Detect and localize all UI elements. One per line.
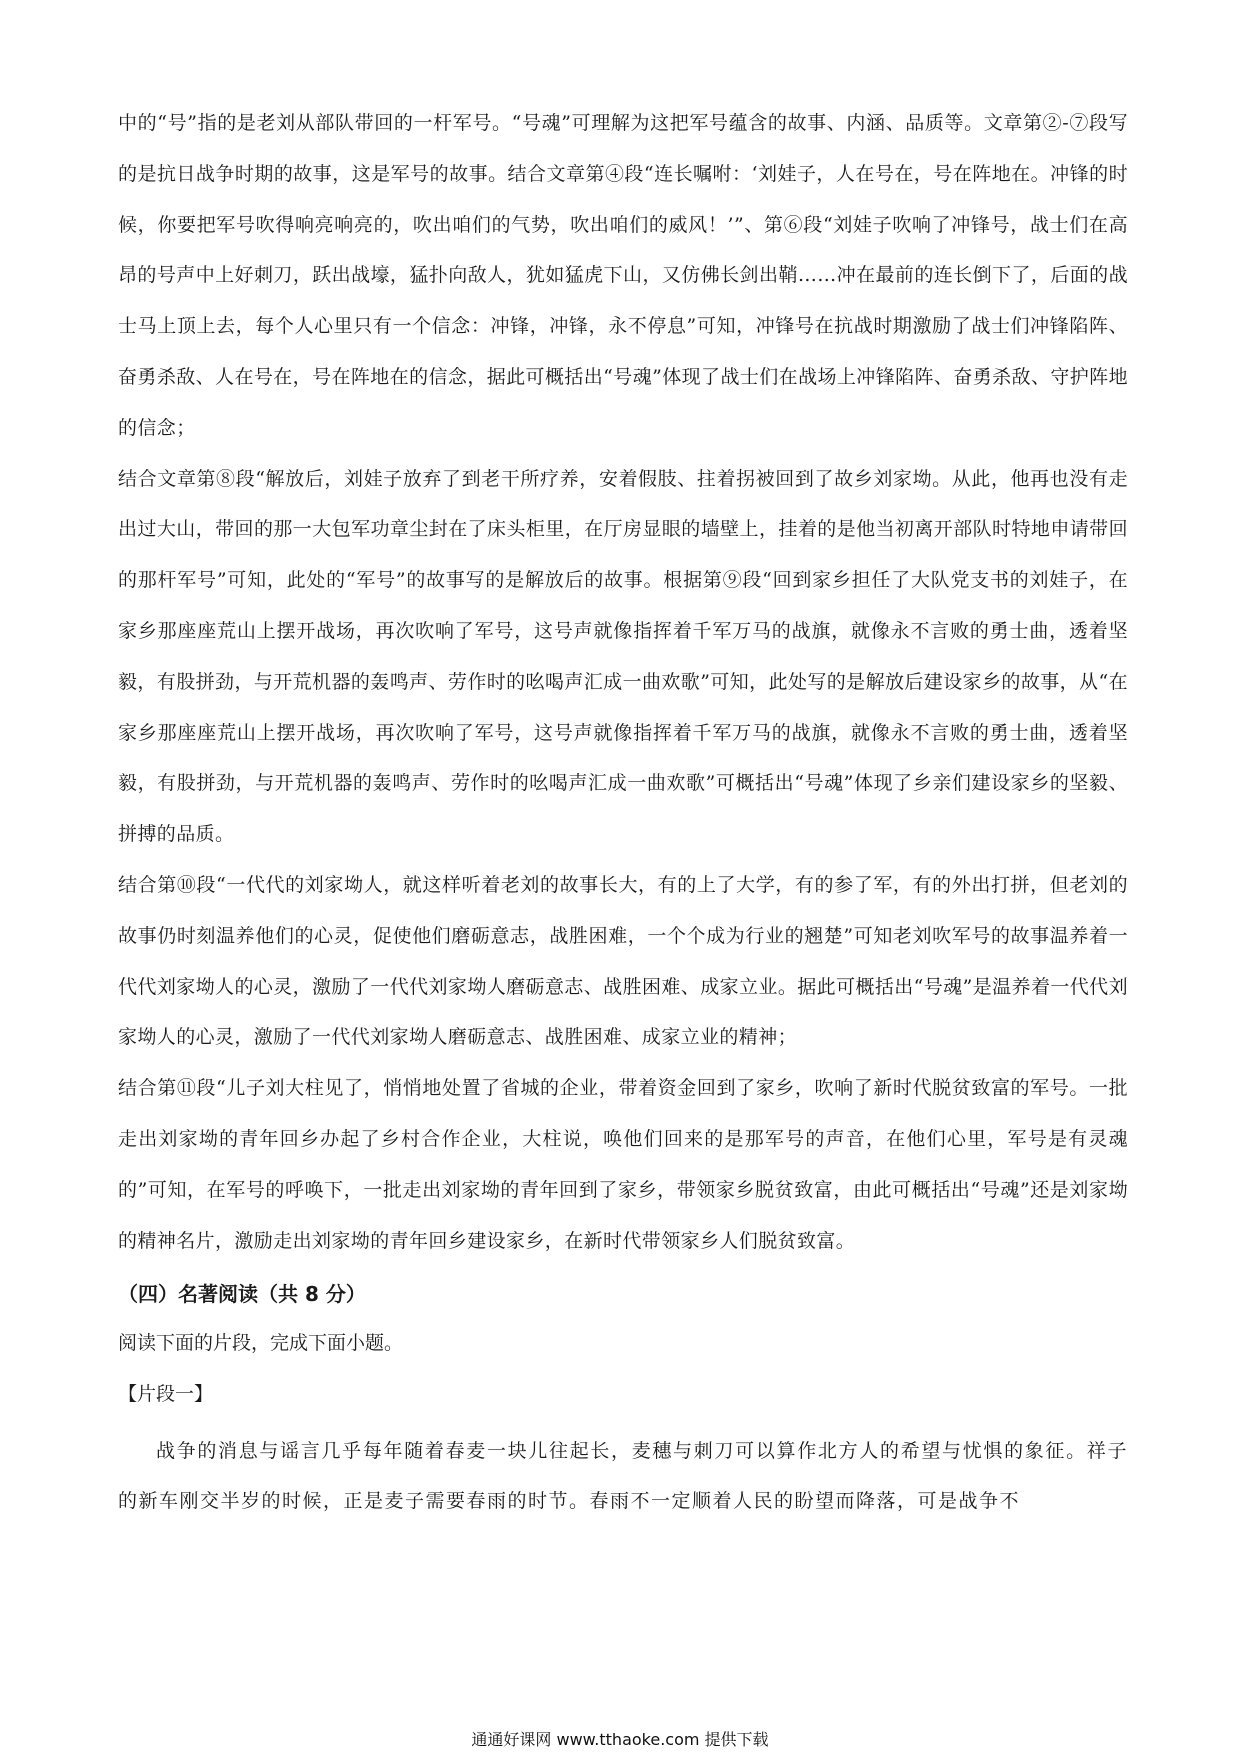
excerpt-paragraph: 战争的消息与谣言几乎每年随着春麦一块儿往起长，麦穗与刺刀可以算作北方人的希望与忧惧的象征。祥子的新车刚交半岁的时候，正是麦子需要春雨的时节。春雨不一定顺着人民的盼望而降落，可是战争不 — [118, 1440, 1128, 1513]
footer-watermark: 通通好课网 www.tthaoke.com 提供下载 — [471, 1730, 769, 1749]
answer-paragraph-2: 结合文章第⑧段“解放后，刘娃子放弃了到老干所疗养，安着假肢、拄着拐被回到了故乡刘家坳。从此，他再也没有走出过大山，带回的那一大包军功章尘封在了床头柜里，在厅房显眼的墙壁上，挂着的是他当初离开部队时特地申请带回的那杆军号”可知，此处的“军号”的故事写的是解放后的故事。根据第⑨段“回到家乡担任了大队党支书的刘娃子，在家乡那座座荒山上摆开战场，再次吹响了军号，这号声就像指挥着千军万马的战旗，就像永不言败的勇士曲，透着坚毅，有股拼劲，与开荒机器的轰鸣声、劳作时的吆喝声汇成一曲欢歌”可知，此处写的是解放后建设家乡的故事，从“在家乡那座座荒山上摆开战场，再次吹响了军号，这号声就像指挥着千军万马的战旗，就像永不言败的勇士曲，透着坚毅，有股拼劲，与开荒机器的轰鸣声、劳作时的吆喝声汇成一曲欢歌”可概括出“号魂”体现了乡亲们建设家乡的坚毅、拼搏的品质。 — [118, 467, 1128, 846]
answer-paragraph-3: 结合第⑩段“一代代的刘家坳人，就这样听着老刘的故事长大，有的上了大学，有的参了军，有的外出打拼，但老刘的故事仍时刻温养他们的心灵，促使他们磨砺意志，战胜困难，一个个成为行业的翘楚”可知老刘吹军号的故事温养着一代代刘家坳人的心灵，激励了一代代刘家坳人磨砺意志、战胜困难、成家立业。据此可概括出“号魂”是温养着一代代刘家坳人的心灵，激励了一代代刘家坳人磨砺意志、战胜困难、成家立业的精神； — [118, 873, 1128, 1049]
fragment-label: 【片段一】 — [118, 1383, 214, 1406]
document-page — [118, 98, 1128, 1526]
answer-paragraph-1: 中的“号”指的是老刘从部队带回的一杆军号。“号魂”可理解为这把军号蕴含的故事、内涵、品质等。文章第②-⑦段写的是抗日战争时期的故事，这是军号的故事。结合文章第④段“连长嘱咐：‘刘娃子，人在号在，号在阵地在。冲锋的时候，你要把军号吹得响亮响亮的，吹出咱们的气势，吹出咱们的威风！’”、第⑥段“刘娃子吹响了冲锋号，战士们在高昂的号声中上好刺刀，跃出战壕，猛扑向敌人，犹如猛虎下山，又仿佛长剑出鞘……冲在最前的连长倒下了，后面的战士马上顶上去，每个人心里只有一个信念：冲锋，冲锋，永不停息”可知，冲锋号在抗战时期激励了战士们冲锋陷阵、奋勇杀敌、人在号在，号在阵地在的信念，据此可概括出“号魂”体现了战士们在战场上冲锋陷阵、奋勇杀敌、守护阵地的信念； — [118, 112, 1128, 439]
section-instruction: 阅读下面的片段，完成下面小题。 — [118, 1332, 404, 1355]
answer-paragraph-4: 结合第⑪段“儿子刘大柱见了，悄悄地处置了省城的企业，带着资金回到了家乡，吹响了新时代脱贫致富的军号。一批走出刘家坳的青年回乡办起了乡村合作企业，大柱说，唤他们回来的是那军号的声音，在他们心里，军号是有灵魂的”可知，在军号的呼唤下，一批走出刘家坳的青年回到了家乡，带领家乡脱贫致富，由此可概括出“号魂”还是刘家坳的精神名片，激励走出刘家坳的青年回乡建设家乡，在新时代带领家乡人们脱贫致富。 — [118, 1077, 1128, 1252]
section-heading: （四）名著阅读（共 8 分） — [118, 1282, 366, 1307]
